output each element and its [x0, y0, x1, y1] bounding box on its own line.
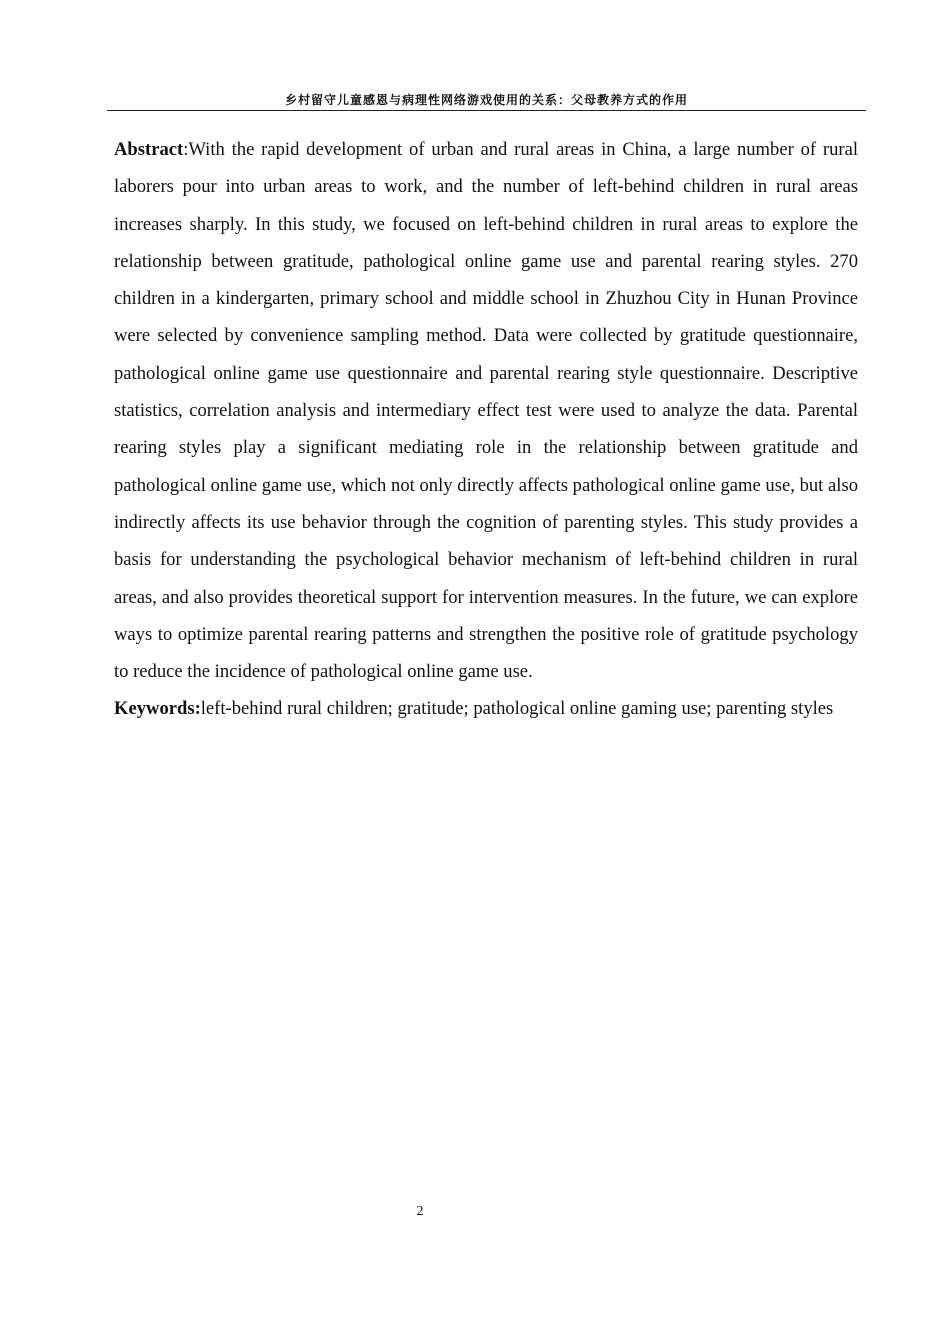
keywords-line — [114, 690, 874, 727]
keywords-label: Keywords: — [114, 698, 201, 719]
abstract-separator: : — [183, 139, 189, 160]
abstract-label: Abstract — [114, 139, 184, 160]
page-number: 2 — [416, 1204, 424, 1219]
abstract-text: With the rapid development of urban and rural areas in China, a large number of rural laborers pour into urban areas to work, and the number of left-behind children in rural areas increases sharply. In this study, we focused on left-behind children in rural areas to explore the relationship between gratitude, pathological online game use and parental rearing styles. 270 children in a kindergarten, primary school and middle school in Zhuzhou City in Hunan Province were selected by convenience sampling method. Data were collected by gratitude questionnaire, pathological online game use questionnaire and parental rearing style questionnaire. Descriptive statistics, correlation analysis and intermediary effect test were used to analyze the data. Parental rearing styles play a significant mediating role in the relationship between gratitude and pathological online game use, which not only directly affects pathological online game use, but also indirectly affects its use behavior through the cognition of parenting styles. This study provides a basis for understanding the psychological behavior mechanism of left-behind children in rural areas, and also provides theoretical support for intervention measures. In the future, we can explore ways to optimize parental rearing patterns and strengthen the positive role of gratitude psychology to reduce the incidence of pathological online game use. — [114, 139, 858, 683]
keywords-text: left-behind rural children; gratitude; pathological online gaming use; parenting styles — [200, 698, 834, 719]
running-header-title: 乡村留守儿童感恩与病理性网络游戏使用的关系：父母教养方式的作用 — [284, 93, 688, 107]
abstract-paragraph — [114, 131, 858, 690]
header-divider — [107, 110, 866, 111]
